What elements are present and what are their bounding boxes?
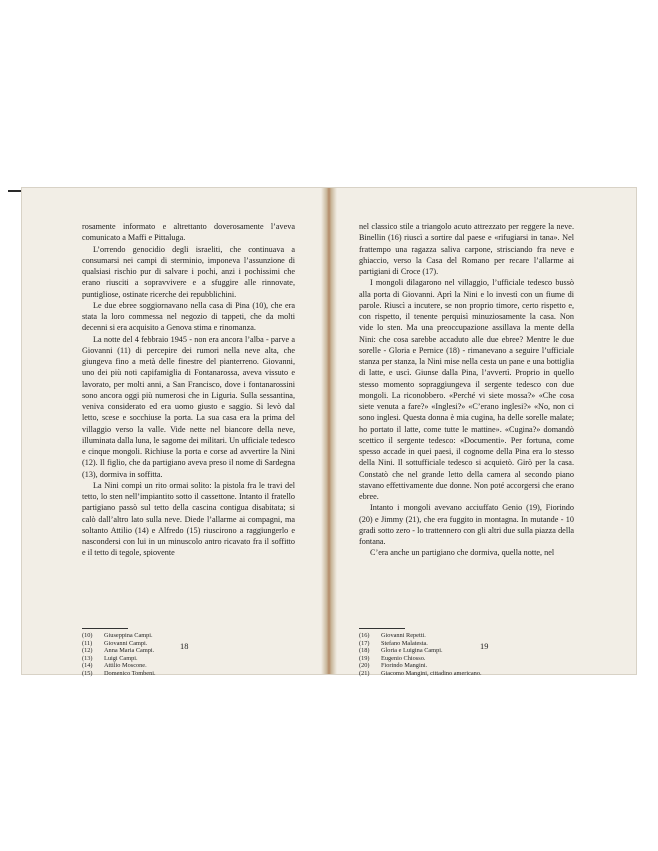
footnote-number: (10) xyxy=(82,632,93,639)
footnote-number: (13) xyxy=(82,654,93,662)
footnote xyxy=(82,647,295,655)
footnote xyxy=(82,670,295,678)
footnote-text: Fiorindo Mangini. xyxy=(381,662,428,670)
paragraph: Intanto i mongoli avevano acciuffato Genio (19), Fiorindo (20) e Jimmy (21), che era fuggito in montagna. In mutande - 10 gradi sotto zero - lo trattennero con gli altri due sulla piazza della fontana. xyxy=(359,503,574,546)
footnote xyxy=(359,670,574,678)
footnote-text: Giacomo Mangini, cittadino americano. xyxy=(381,669,482,677)
book-spread xyxy=(22,188,636,677)
footnote-text: Attilio Moscone. xyxy=(104,662,147,670)
footnote-number: (11) xyxy=(82,639,93,647)
footnote xyxy=(82,662,295,670)
footnote-text: Luigi Campi. xyxy=(104,654,138,662)
page-edge-mark xyxy=(8,190,22,192)
footnote-text: Domenico Tombeni. xyxy=(104,669,156,677)
paragraph: nel classico stile a triangolo acuto attrezzato per reggere la neve. Binellin (16) riuscì a sortire dal paese e «rifugiarsi in tana». Nel frattempo una ragazza saliva carpone, strisciando fra neve e ghiaccio, verso la Casa del Romano per recare l’allarme ai partigiani di Croce (17). xyxy=(359,222,574,276)
footnote-rule xyxy=(82,628,128,629)
right-page-footnotes xyxy=(359,628,574,678)
page-number: 18 xyxy=(180,642,189,651)
paragraph: I mongoli dilagarono nel villaggio, l’ufficiale tedesco bussò alla porta di Giovanni. Aprì la Nini e lo investì con un fiume di parole. Riuscì a incutere, se non proprio timore, certo rispetto e, con rispetto, il tenente perquisì minuziosamente la casa. Non vide lo sten. Ma una preoccupazione assillava la mente della Nini: che cosa sarebbe accaduto alle due ebree? Mentre le due sorelle - Gloria e Pernice (18) - rimanevano a seguire l’ufficiale stanza per stanza, la Nini mise nella cesta un pane e una bottiglia di latte, e uscì. Giunse dalla Pina, l’avvertì. Proprio in quello stesso momento sopraggiungeva il sergente tedesco con due mongoli. La riconobbero. «Perché vi siete mossa?» «Che cosa siete venuta a fare?» «Inglesi?» «C’erano inglesi?» «No, non ci sono inglesi. Questa donna è mia cugina, ha delle sorelle malate; ho portato il latte, come tutte le mattine». «Cugina?» domandò scettico il sergente tedesco: «Documenti». Per fortuna, come spesso accade in quei paesi, il cognome della Pina era lo stesso della Nini. Il sottufficiale tedesco si acquietò. Girò per la casa. Constatò che nel grande letto della camera al secondo piano stavano effettivamente due donne. Non poté accorgersi che erano ebree. xyxy=(359,278,574,501)
footnote xyxy=(82,640,295,648)
paragraph: L’orrendo genocidio degli israeliti, che continuava a consumarsi nei campi di sterminio, imponeva l’assunzione di qualsiasi rischio pur di salvare i pochi, anzi i pochissimi che erano riusciti a sopravvivere e a sfuggire alle rinnovate, puntigliose, ostinate ricerche dei repubblichini. xyxy=(82,244,295,299)
footnote-text: Giuseppina Campi. xyxy=(104,632,153,639)
paragraph: Le due ebree soggiornavano nella casa di Pina (10), che era stata la loro commessa nel negozio di tappeti, che da molti decenni si era acquisito a Genova stima e rinomanza. xyxy=(82,300,295,333)
footnote xyxy=(359,632,574,640)
footnote xyxy=(359,647,574,655)
page-number: 19 xyxy=(480,642,489,651)
footnote-text: Eugenio Chiosso. xyxy=(381,654,426,662)
right-page-body xyxy=(359,221,574,559)
footnote-number: (19) xyxy=(359,654,370,662)
footnote-number: (21) xyxy=(359,669,370,677)
paragraph: C’era anche un partigiano che dormiva, quella notte, nel xyxy=(370,548,555,558)
footnote-number: (16) xyxy=(359,632,370,639)
footnote xyxy=(359,662,574,670)
left-page xyxy=(22,188,329,677)
footnote xyxy=(82,632,295,640)
footnote-text: Giovanni Campi. xyxy=(104,639,148,647)
paragraph: La notte del 4 febbraio 1945 - non era ancora l’alba - parve a Giovanni (11) di percepire dei rumori nella neve alta, che giungeva fino a metà delle finestre del pianterreno. Giovanni, uno dei più noti capifamiglia di Fontanarossa, aveva vissuto e lavorato, per molti anni, a San Francisco, dove i fontanarossini sono ancora oggi più numerosi che in Liguria. Sulla sessantina, veniva considerato ed era uomo giusto e saggio. Si levò dal letto, scese e socchiuse la porta. La sua casa era la prima del villaggio verso la valle. Vide nette nel biancore della neve, illuminata dalla luna, le sagome dei militari. Un ufficiale tedesco e cinque mongoli. Richiuse la porta e corse ad avvertire la Nini (12). Il figlio, che da partigiano aveva preso il nome di Sardegna (13), dormiva in soffitta. xyxy=(82,334,295,479)
footnote-number: (15) xyxy=(82,669,93,677)
footnote xyxy=(359,640,574,648)
footnote-number: (18) xyxy=(359,647,370,655)
footnote-text: Anna Maria Campi. xyxy=(104,647,155,655)
footnote-rule xyxy=(359,628,405,629)
paragraph: La Nini compì un rito ormai solito: la pistola fra le travi del tetto, lo sten nell’impiantito sotto il cassettone. Intanto il fratello partigiano passò sul tetto della cascina contigua disabitata; si calò dall’altro lato sulla neve. Diede l’allarme ai compagni, ma soltanto Attilio (14) e Alfredo (15) riuscirono a raggiungerlo e nascondersi con lui in un minuscolo antro ricavato fra il soffitto e il tetto di tegole, spiovente xyxy=(82,480,295,558)
footnote-number: (14) xyxy=(82,662,93,670)
footnote-text: Giovanni Repetti. xyxy=(381,632,426,639)
footnote-text: Gloria e Luigina Campi. xyxy=(381,647,443,655)
footnote-number: (20) xyxy=(359,662,370,670)
footnote-text: Stefano Malatesta. xyxy=(381,639,428,647)
right-page xyxy=(329,188,636,677)
footnote xyxy=(359,655,574,663)
left-page-body xyxy=(82,221,295,559)
footnote-number: (12) xyxy=(82,647,93,655)
footnote xyxy=(82,655,295,663)
paragraph: rosamente informato e altrettanto doverosamente l’aveva comunicato a Maffi e Pittaluga. xyxy=(82,222,295,243)
left-page-footnotes xyxy=(82,628,295,678)
footnote-number: (17) xyxy=(359,639,370,647)
